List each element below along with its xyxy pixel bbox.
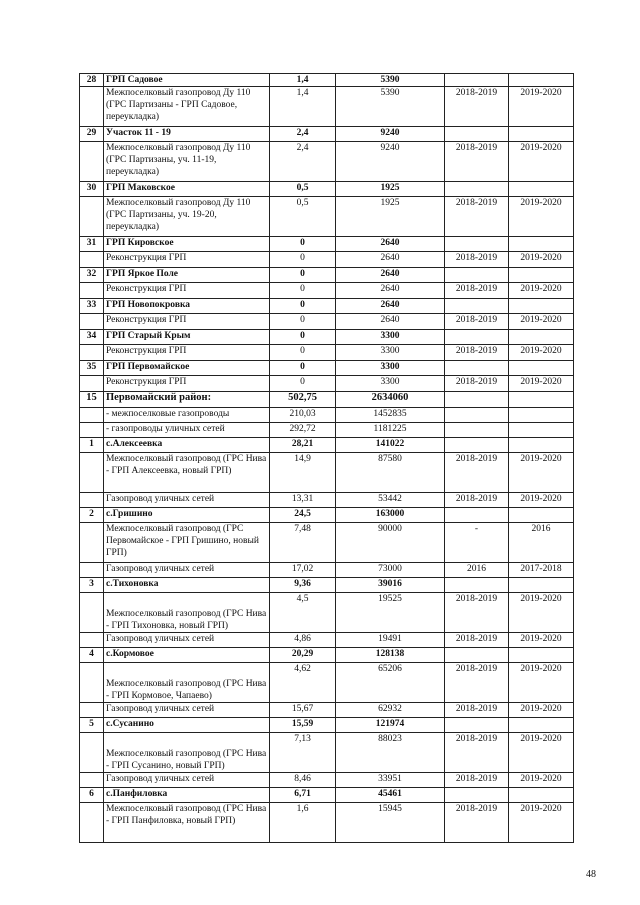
row-length: 6,71 [270,788,336,803]
table-row [80,563,574,578]
row-number: 35 [80,361,104,376]
row-cost: 2640 [336,314,445,330]
row-number [80,314,104,330]
row-name: Участок 11 - 19 [104,127,270,142]
row-commissioning-period [509,330,574,345]
row-number [80,142,104,182]
row-cost: 9240 [336,127,445,142]
row-number: 30 [80,182,104,197]
row-name: ГРП Новопокровка [104,299,270,314]
table-row [80,523,574,563]
row-number: 15 [80,392,104,408]
row-construction-period: 2018-2019 [445,493,509,508]
table-row [80,392,574,408]
row-length: 0,5 [270,182,336,197]
row-length: 15,67 [270,703,336,718]
page-number: 48 [586,869,596,880]
row-name: Газопровод уличных сетей [104,773,270,788]
row-name: Межпоселковый газопровод (ГРС Первомайское - ГРП Гришино, новый ГРП) [104,523,270,563]
table-row [80,733,574,773]
row-construction-period [445,127,509,142]
table-row [80,773,574,788]
row-length: 0,5 [270,197,336,237]
row-length: 292,72 [270,423,336,438]
table-row [80,299,574,314]
row-number [80,408,104,423]
row-construction-period [445,237,509,252]
row-name: Газопровод уличных сетей [104,633,270,648]
row-construction-period: 2018-2019 [445,633,509,648]
row-number [80,663,104,703]
row-construction-period [445,423,509,438]
row-construction-period: 2018-2019 [445,142,509,182]
row-cost: 19525 [336,593,445,633]
row-cost: 39016 [336,578,445,593]
row-commissioning-period [509,408,574,423]
row-construction-period: 2018-2019 [445,733,509,773]
row-construction-period: 2016 [445,563,509,578]
row-name: Газопровод уличных сетей [104,703,270,718]
row-name: Газопровод уличных сетей [104,563,270,578]
row-number [80,87,104,127]
row-number [80,252,104,268]
row-number: 3 [80,578,104,593]
row-number: 5 [80,718,104,733]
table-row [80,663,574,703]
table-row [80,345,574,361]
row-length: 9,36 [270,578,336,593]
row-construction-period: 2018-2019 [445,453,509,493]
row-length: 13,31 [270,493,336,508]
row-commissioning-period: 2019-2020 [509,283,574,299]
table-row [80,423,574,438]
row-cost: 65206 [336,663,445,703]
table-row [80,314,574,330]
row-length: 0 [270,283,336,299]
table-row [80,493,574,508]
table-row [80,237,574,252]
row-number [80,493,104,508]
row-name: Межпоселковый газопровод (ГРС Нива - ГРП Панфиловка, новый ГРП) [104,803,270,843]
row-name: Реконструкция ГРП [104,252,270,268]
table-row [80,648,574,663]
row-length: 0 [270,330,336,345]
row-name: с.Кормовое [104,648,270,663]
row-commissioning-period [509,438,574,453]
row-construction-period [445,648,509,663]
table-row [80,268,574,283]
row-construction-period: 2018-2019 [445,803,509,843]
row-name: Первомайский район: [104,392,270,408]
table-row [80,74,574,87]
row-name: - газопроводы уличных сетей [104,423,270,438]
row-cost: 2640 [336,237,445,252]
row-name: Межпоселковый газопровод Ду 110 (ГРС Партизаны, уч. 11-19, переукладка) [104,142,270,182]
row-construction-period: 2018-2019 [445,283,509,299]
row-cost: 163000 [336,508,445,523]
row-cost: 19491 [336,633,445,648]
row-commissioning-period: 2019-2020 [509,376,574,392]
row-length: 0 [270,376,336,392]
row-commissioning-period: 2019-2020 [509,252,574,268]
row-length: 0 [270,299,336,314]
row-name: с.Алексеевка [104,438,270,453]
row-cost: 90000 [336,523,445,563]
row-number: 31 [80,237,104,252]
row-name: Межпоселковый газопровод Ду 110 (ГРС Партизаны - ГРП Садовое, переукладка) [104,87,270,127]
table-row [80,376,574,392]
row-construction-period [445,578,509,593]
row-commissioning-period: 2019-2020 [509,142,574,182]
row-number: 2 [80,508,104,523]
row-cost: 3300 [336,361,445,376]
row-length: 14,9 [270,453,336,493]
row-commissioning-period [509,299,574,314]
row-name: с.Тихоновка [104,578,270,593]
row-commissioning-period: 2019-2020 [509,773,574,788]
row-number: 33 [80,299,104,314]
row-cost: 3300 [336,345,445,361]
table-row [80,361,574,376]
row-commissioning-period: 2019-2020 [509,703,574,718]
row-name: Межпоселковый газопровод (ГРС Нива - ГРП Сусанино, новый ГРП) [104,733,270,773]
row-number [80,423,104,438]
row-length: 15,59 [270,718,336,733]
row-commissioning-period [509,392,574,408]
row-commissioning-period: 2019-2020 [509,453,574,493]
row-number [80,376,104,392]
row-commissioning-period [509,182,574,197]
row-number [80,733,104,773]
row-construction-period [445,718,509,733]
row-name: Межпоселковый газопровод (ГРС Нива - ГРП Кормовое, Чапаево) [104,663,270,703]
table-row [80,330,574,345]
row-commissioning-period [509,127,574,142]
row-commissioning-period: 2019-2020 [509,803,574,843]
row-number [80,633,104,648]
row-number [80,703,104,718]
row-construction-period [445,392,509,408]
row-commissioning-period: 2019-2020 [509,593,574,633]
row-construction-period: 2018-2019 [445,703,509,718]
table-row [80,703,574,718]
row-length: 0 [270,237,336,252]
investment-table [79,73,574,843]
row-construction-period: 2018-2019 [445,593,509,633]
row-length: 2,4 [270,127,336,142]
row-construction-period: 2018-2019 [445,376,509,392]
table-row [80,252,574,268]
row-commissioning-period: 2019-2020 [509,493,574,508]
row-cost: 1925 [336,197,445,237]
row-length: 2,4 [270,142,336,182]
row-length: 0 [270,345,336,361]
row-commissioning-period: 2019-2020 [509,633,574,648]
row-length: 1,6 [270,803,336,843]
table-row [80,633,574,648]
row-construction-period: 2018-2019 [445,87,509,127]
row-cost: 1181225 [336,423,445,438]
row-cost: 45461 [336,788,445,803]
row-name: Межпоселковый газопровод Ду 110 (ГРС Партизаны, уч. 19-20, переукладка) [104,197,270,237]
table-row [80,182,574,197]
row-construction-period [445,268,509,283]
row-number: 34 [80,330,104,345]
row-number: 29 [80,127,104,142]
row-name: с.Панфиловка [104,788,270,803]
row-commissioning-period: 2019-2020 [509,314,574,330]
row-cost: 15945 [336,803,445,843]
table-row [80,508,574,523]
row-number [80,773,104,788]
row-commissioning-period: 2017-2018 [509,563,574,578]
row-commissioning-period [509,74,574,87]
row-construction-period [445,330,509,345]
row-length: 7,48 [270,523,336,563]
table-row [80,283,574,299]
row-commissioning-period [509,237,574,252]
row-length: 4,5 [270,593,336,633]
row-construction-period: - [445,523,509,563]
row-number [80,453,104,493]
row-cost: 121974 [336,718,445,733]
row-cost: 73000 [336,563,445,578]
row-construction-period [445,438,509,453]
table-body [80,74,574,843]
row-cost: 53442 [336,493,445,508]
row-length: 4,86 [270,633,336,648]
row-cost: 5390 [336,74,445,87]
row-number [80,593,104,633]
table-row [80,142,574,182]
row-cost: 3300 [336,330,445,345]
table-row [80,803,574,843]
row-number [80,563,104,578]
row-number [80,283,104,299]
row-length: 17,02 [270,563,336,578]
row-name: ГРП Садовое [104,74,270,87]
table-row [80,87,574,127]
row-commissioning-period [509,788,574,803]
row-cost: 2640 [336,252,445,268]
row-number [80,523,104,563]
row-cost: 2640 [336,283,445,299]
row-construction-period: 2018-2019 [445,314,509,330]
row-construction-period: 2018-2019 [445,345,509,361]
row-length: 24,5 [270,508,336,523]
row-commissioning-period [509,268,574,283]
row-length: 4,62 [270,663,336,703]
row-length: 0 [270,314,336,330]
row-cost: 33951 [336,773,445,788]
row-number: 6 [80,788,104,803]
row-length: 0 [270,268,336,283]
row-number [80,345,104,361]
row-construction-period: 2018-2019 [445,663,509,703]
table-row [80,197,574,237]
table-row [80,788,574,803]
row-length: 20,29 [270,648,336,663]
row-length: 0 [270,252,336,268]
table-row [80,453,574,493]
table-row [80,718,574,733]
row-commissioning-period: 2019-2020 [509,197,574,237]
row-cost: 2634060 [336,392,445,408]
table-row [80,593,574,633]
row-cost: 62932 [336,703,445,718]
row-construction-period [445,408,509,423]
row-construction-period [445,74,509,87]
row-name: ГРП Первомайское [104,361,270,376]
row-name: ГРП Яркое Поле [104,268,270,283]
table-row [80,408,574,423]
row-cost: 9240 [336,142,445,182]
row-name: Реконструкция ГРП [104,283,270,299]
table-row [80,438,574,453]
row-construction-period: 2018-2019 [445,252,509,268]
table-row [80,578,574,593]
row-cost: 1925 [336,182,445,197]
row-commissioning-period [509,508,574,523]
row-name: с.Гришино [104,508,270,523]
row-name: ГРП Кировское [104,237,270,252]
row-name: Реконструкция ГРП [104,314,270,330]
row-construction-period: 2018-2019 [445,773,509,788]
row-number [80,197,104,237]
row-cost: 1452835 [336,408,445,423]
row-commissioning-period: 2019-2020 [509,663,574,703]
row-cost: 2640 [336,268,445,283]
table-row [80,127,574,142]
row-length: 28,21 [270,438,336,453]
row-commissioning-period [509,361,574,376]
row-cost: 141022 [336,438,445,453]
row-construction-period [445,299,509,314]
row-number: 4 [80,648,104,663]
row-number: 1 [80,438,104,453]
row-name: ГРП Старый Крым [104,330,270,345]
row-name: - межпоселковые газопроводы [104,408,270,423]
row-number: 32 [80,268,104,283]
row-construction-period [445,508,509,523]
row-construction-period [445,361,509,376]
row-cost: 5390 [336,87,445,127]
row-length: 0 [270,361,336,376]
row-name: Межпоселковый газопровод (ГРС Нива - ГРП Алексеевка, новый ГРП) [104,453,270,493]
row-cost: 128138 [336,648,445,663]
row-number: 28 [80,74,104,87]
row-name: с.Сусанино [104,718,270,733]
row-construction-period [445,788,509,803]
row-number [80,803,104,843]
row-length: 8,46 [270,773,336,788]
row-length: 7,13 [270,733,336,773]
row-cost: 2640 [336,299,445,314]
row-name: Газопровод уличных сетей [104,493,270,508]
row-name: ГРП Маковское [104,182,270,197]
row-commissioning-period [509,423,574,438]
row-name: Реконструкция ГРП [104,345,270,361]
row-cost: 88023 [336,733,445,773]
row-construction-period: 2018-2019 [445,197,509,237]
row-name: Реконструкция ГРП [104,376,270,392]
row-cost: 87580 [336,453,445,493]
row-commissioning-period [509,648,574,663]
row-name: Межпоселковый газопровод (ГРС Нива - ГРП Тихоновка, новый ГРП) [104,593,270,633]
row-construction-period [445,182,509,197]
row-commissioning-period [509,578,574,593]
row-length: 502,75 [270,392,336,408]
row-commissioning-period: 2019-2020 [509,733,574,773]
row-length: 210,03 [270,408,336,423]
row-commissioning-period: 2019-2020 [509,345,574,361]
row-commissioning-period: 2019-2020 [509,87,574,127]
row-commissioning-period: 2016 [509,523,574,563]
row-length: 1,4 [270,87,336,127]
row-commissioning-period [509,718,574,733]
row-length: 1,4 [270,74,336,87]
row-cost: 3300 [336,376,445,392]
